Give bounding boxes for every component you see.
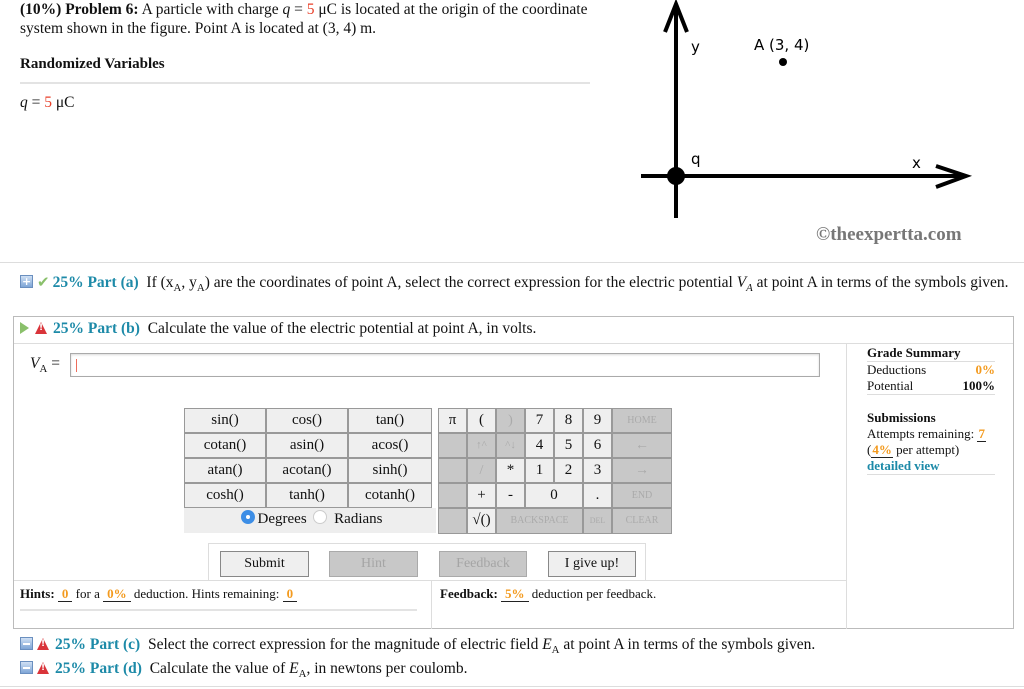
part-text: Select the correct expression for the magnitude of electric field [147, 636, 543, 653]
key-cosh[interactable]: cosh() [184, 483, 266, 508]
part-weight: 25% [55, 636, 86, 653]
numeric-keypad [438, 408, 672, 534]
key-sinh[interactable]: sinh() [348, 458, 432, 483]
part-label: Part (c) [89, 636, 141, 653]
x-label: x [912, 154, 921, 172]
key-right-arrow[interactable]: → [612, 458, 672, 483]
problem-weight: (10%) [20, 1, 62, 18]
watermark: ©theexpertta.com [816, 224, 962, 245]
answer-label [30, 355, 60, 375]
part-text: Calculate the value of [149, 660, 290, 677]
key-tan[interactable]: tan() [348, 408, 432, 433]
subscript: A [298, 668, 307, 681]
key-sqrt[interactable]: √() [467, 508, 496, 534]
hints-text: deduction. Hints remaining: [130, 586, 283, 601]
key-dot[interactable]: . [583, 483, 612, 508]
q-label: q [691, 150, 701, 168]
feedback-text: deduction per feedback. [528, 586, 657, 601]
key-3[interactable]: 3 [583, 458, 612, 483]
give-up-button[interactable]: I give up! [548, 551, 636, 577]
part-b-header [20, 320, 536, 338]
randomized-variable-q [20, 94, 75, 112]
potential-value: 100% [962, 378, 995, 393]
divider [20, 609, 417, 611]
key-multiply[interactable]: * [496, 458, 525, 483]
feedback-deduction: 5% [501, 586, 529, 602]
paren: ( [867, 442, 872, 457]
key-asin[interactable]: asin() [266, 433, 348, 458]
degrees-radio[interactable] [241, 510, 255, 524]
key-lparen[interactable]: ( [467, 408, 496, 433]
key-superscript-down[interactable]: ^↓ [496, 433, 525, 458]
feedback-info [440, 586, 656, 602]
part-weight: 25% [55, 660, 86, 677]
key-home[interactable]: HOME [612, 408, 672, 433]
problem-label: Problem 6: [65, 1, 139, 18]
feedback-button[interactable]: Feedback [439, 551, 527, 577]
collapse-icon[interactable] [20, 661, 33, 674]
key-left-arrow[interactable]: ← [612, 433, 672, 458]
part-weight: 25% [53, 320, 84, 337]
divider [846, 343, 847, 629]
hint-button[interactable]: Hint [329, 551, 418, 577]
var-unit: μC [52, 94, 75, 111]
check-icon: ✔ [37, 273, 50, 291]
answer-input[interactable] [70, 353, 820, 377]
variable: E [289, 660, 299, 677]
per-attempt-text: per attempt) [892, 442, 960, 457]
attempts-value: 7 [978, 426, 985, 441]
hints-info [20, 586, 297, 602]
attempts-row [867, 426, 995, 442]
divider [20, 82, 590, 84]
part-a[interactable] [20, 272, 1010, 299]
y-axis [665, 4, 687, 218]
radians-label: Radians [334, 511, 383, 527]
key-1[interactable]: 1 [525, 458, 554, 483]
submit-button[interactable]: Submit [220, 551, 309, 577]
divider [431, 581, 432, 629]
coordinate-figure [620, 0, 1024, 260]
equals: = [27, 94, 45, 111]
hints-count: 0 [58, 586, 73, 602]
divider [14, 343, 1013, 344]
key-blank [438, 433, 467, 458]
key-4[interactable]: 4 [525, 433, 554, 458]
submissions-title: Submissions [867, 410, 936, 425]
key-acotan[interactable]: acotan() [266, 458, 348, 483]
feedback-label: Feedback: [440, 586, 498, 601]
problem-text-rest: μC is located at the origin of the coordinate system shown in the figure. Point A is located at (3, 4) m. [20, 1, 588, 37]
key-pi[interactable]: π [438, 408, 467, 433]
variable: E [542, 636, 552, 653]
submissions [867, 410, 995, 475]
key-0[interactable]: 0 [525, 483, 583, 508]
problem-text: A particle with charge [141, 1, 279, 18]
equals: = [290, 1, 307, 18]
key-9[interactable]: 9 [583, 408, 612, 433]
divider [0, 686, 1024, 687]
key-divide[interactable]: / [467, 458, 496, 483]
randomized-variables-title: Randomized Variables [20, 56, 165, 72]
play-icon [20, 322, 29, 334]
part-d[interactable] [20, 660, 467, 680]
variable: V [30, 355, 40, 372]
per-attempt-row [867, 442, 995, 458]
key-clear[interactable]: CLEAR [612, 508, 672, 534]
key-7[interactable]: 7 [525, 408, 554, 433]
var-value: 5 [44, 94, 52, 111]
attempts-label: Attempts remaining: [867, 426, 978, 441]
q-symbol: q [282, 1, 291, 18]
part-text: , in newtons per coulomb. [306, 660, 468, 677]
grade-summary-title: Grade Summary [867, 345, 995, 362]
key-acos[interactable]: acos() [348, 433, 432, 458]
per-attempt-value: 4% [872, 442, 892, 457]
key-cotanh[interactable]: cotanh() [348, 483, 432, 508]
hints-label: Hints: [20, 586, 55, 601]
q-value: 5 [306, 1, 315, 18]
part-c[interactable] [20, 636, 815, 656]
part-label: Part (a) [87, 274, 139, 291]
key-6[interactable]: 6 [583, 433, 612, 458]
key-blank [438, 508, 467, 534]
part-text: If (x [146, 274, 174, 291]
expand-icon[interactable] [20, 275, 33, 288]
var-symbol: q [20, 94, 28, 111]
potential-label: Potential [867, 378, 914, 393]
warning-icon [35, 322, 47, 334]
key-cos[interactable]: cos() [266, 408, 348, 433]
problem-statement [20, 0, 600, 38]
hints-text: for a [72, 586, 104, 601]
part-text: , y [181, 274, 197, 291]
subscript: A [551, 644, 560, 657]
point-a-dot [779, 58, 787, 66]
deductions-value: 0% [975, 362, 995, 377]
charge-dot [667, 167, 685, 185]
deductions-label: Deductions [867, 362, 927, 377]
part-text: at point A in terms of the symbols given. [752, 274, 1009, 291]
key-rparen[interactable]: ) [496, 408, 525, 433]
subscript: A [173, 282, 182, 295]
key-backspace[interactable]: BACKSPACE [496, 508, 583, 534]
key-cotan[interactable]: cotan() [184, 433, 266, 458]
hints-deduction: 0% [103, 586, 131, 602]
key-minus[interactable]: - [496, 483, 525, 508]
part-text: at point A in terms of the symbols given. [559, 636, 816, 653]
point-a-label: A (3, 4) [754, 36, 810, 54]
hints-remaining: 0 [283, 586, 298, 602]
key-del[interactable]: DEL [583, 508, 612, 534]
radians-radio[interactable] [313, 510, 327, 524]
subscript: A [746, 282, 753, 295]
key-5[interactable]: 5 [554, 433, 583, 458]
key-atan[interactable]: atan() [184, 458, 266, 483]
collapse-icon[interactable] [20, 637, 33, 650]
key-tanh[interactable]: tanh() [266, 483, 348, 508]
deductions-row [867, 362, 995, 378]
key-blank [438, 458, 467, 483]
key-plus[interactable]: + [467, 483, 496, 508]
warning-icon [37, 662, 49, 674]
part-text: Calculate the value of the electric potential at point A, in volts. [147, 320, 537, 337]
part-label: Part (d) [89, 660, 142, 677]
function-keypad [184, 408, 436, 508]
key-sin[interactable]: sin() [184, 408, 266, 433]
part-text: ) are the coordinates of point A, select the correct expression for the electric potential [204, 274, 737, 291]
warning-icon [37, 638, 49, 650]
angle-mode [184, 508, 436, 533]
y-label: y [691, 38, 700, 56]
key-2[interactable]: 2 [554, 458, 583, 483]
subscript: A [39, 363, 48, 376]
variable: V [736, 274, 747, 291]
degrees-label: Degrees [257, 511, 307, 527]
key-blank [438, 483, 467, 508]
grade-summary [867, 345, 995, 395]
equals: = [47, 355, 60, 372]
divider [0, 262, 1024, 263]
key-8[interactable]: 8 [554, 408, 583, 433]
part-label: Part (b) [87, 320, 140, 337]
subscript: A [196, 282, 205, 295]
detailed-view-link[interactable]: detailed view [867, 458, 995, 475]
potential-row [867, 378, 995, 395]
part-weight: 25% [52, 274, 84, 291]
key-end[interactable]: END [612, 483, 672, 508]
key-superscript-up[interactable]: ↑^ [467, 433, 496, 458]
